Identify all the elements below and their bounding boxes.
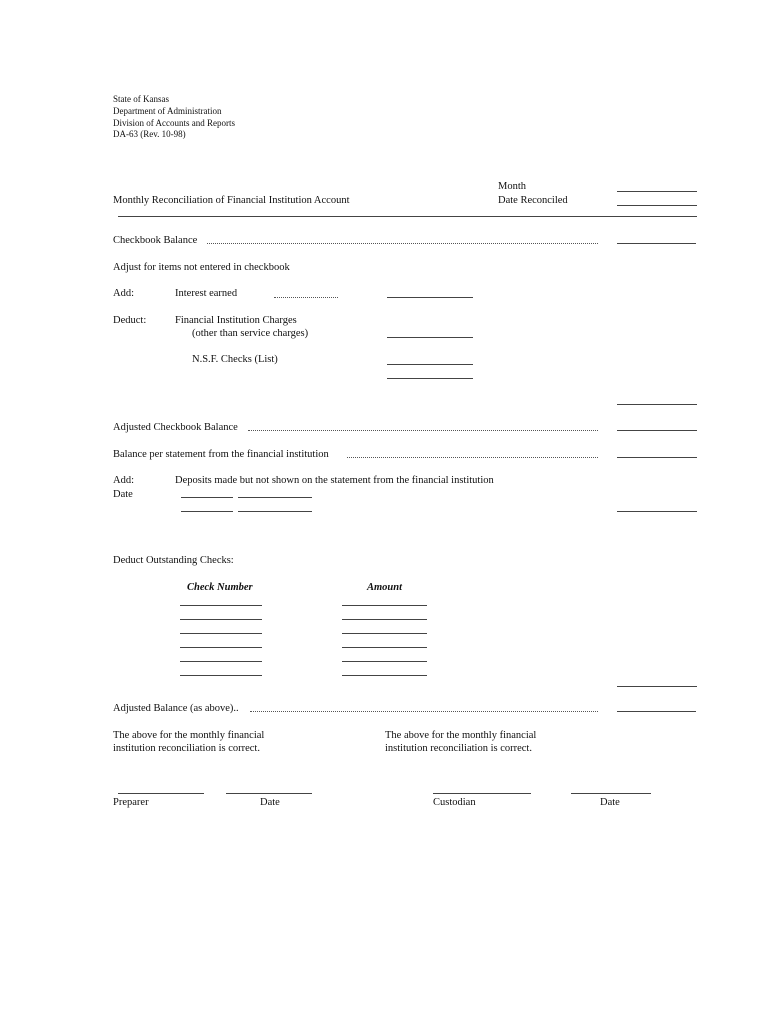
adjustments-total-field[interactable]	[617, 404, 697, 405]
adjusted-checkbook-label: Adjusted Checkbook Balance	[113, 422, 238, 433]
interest-earned-field[interactable]	[387, 297, 473, 298]
adjusted-checkbook-field[interactable]	[617, 430, 697, 431]
check-number-field-4[interactable]	[180, 647, 262, 648]
outstanding-total-field[interactable]	[617, 686, 697, 687]
fi-charges-label: Financial Institution Charges	[175, 315, 297, 326]
adjusted-checkbook-leader	[248, 430, 598, 431]
custodian-date-field[interactable]	[571, 793, 651, 794]
fi-charges-sub-label: (other than service charges)	[192, 328, 309, 339]
deposit-amount-field-1[interactable]	[238, 497, 312, 498]
cert-right-line2: institution reconciliation is correct.	[385, 743, 532, 754]
adjusted-balance-field[interactable]	[617, 711, 696, 712]
balance-statement-leader	[347, 457, 598, 458]
nsf-check-field-2[interactable]	[387, 378, 473, 379]
header-division: Division of Accounts and Reports	[113, 118, 235, 128]
balance-statement-field[interactable]	[617, 457, 697, 458]
nsf-checks-label: N.S.F. Checks (List)	[192, 354, 278, 365]
adjust-heading: Adjust for items not entered in checkbook	[113, 262, 290, 273]
checkbook-balance-label: Checkbook Balance	[113, 235, 198, 246]
custodian-date-label: Date	[600, 797, 620, 808]
interest-earned-label: Interest earned	[175, 288, 238, 299]
add-deposits-label: Add:	[113, 475, 134, 486]
preparer-label: Preparer	[113, 797, 149, 808]
check-amount-field-5[interactable]	[342, 661, 427, 662]
cert-right-line1: The above for the monthly financial	[385, 730, 537, 741]
month-field[interactable]	[617, 191, 697, 192]
header-form-number: DA-63 (Rev. 10-98)	[113, 129, 186, 139]
check-amount-field-6[interactable]	[342, 675, 427, 676]
header-state: State of Kansas	[113, 94, 169, 104]
deposit-date-field-2[interactable]	[181, 511, 233, 512]
date-reconciled-label: Date Reconciled	[498, 195, 568, 206]
header-department: Department of Administration	[113, 106, 222, 116]
interest-earned-leader	[274, 297, 338, 298]
add-label: Add:	[113, 288, 134, 299]
check-amount-field-4[interactable]	[342, 647, 427, 648]
checkbook-balance-leader	[207, 243, 598, 244]
custodian-label: Custodian	[433, 797, 476, 808]
check-amount-field-2[interactable]	[342, 619, 427, 620]
deposits-label: Deposits made but not shown on the statement from the financial institution	[175, 475, 494, 486]
fi-charges-field[interactable]	[387, 337, 473, 338]
cert-left-line2: institution reconciliation is correct.	[113, 743, 260, 754]
deposit-amount-field-2[interactable]	[238, 511, 312, 512]
deposit-date-field-1[interactable]	[181, 497, 233, 498]
deduct-outstanding-label: Deduct Outstanding Checks:	[113, 555, 234, 566]
amount-header: Amount	[367, 582, 403, 593]
check-number-header: Check Number	[187, 582, 253, 593]
preparer-date-field[interactable]	[226, 793, 312, 794]
check-amount-field-3[interactable]	[342, 633, 427, 634]
cert-left-line1: The above for the monthly financial	[113, 730, 265, 741]
custodian-signature-field[interactable]	[433, 793, 531, 794]
preparer-date-label: Date	[260, 797, 280, 808]
deduct-label: Deduct:	[113, 315, 147, 326]
preparer-signature-field[interactable]	[118, 793, 204, 794]
checkbook-balance-field[interactable]	[617, 243, 696, 244]
deposits-date-label: Date	[113, 489, 133, 500]
check-number-field-5[interactable]	[180, 661, 262, 662]
adjusted-balance-leader	[250, 711, 598, 712]
balance-statement-label: Balance per statement from the financial institution	[113, 449, 329, 460]
month-label: Month	[498, 181, 527, 192]
check-number-field-6[interactable]	[180, 675, 262, 676]
check-amount-field-1[interactable]	[342, 605, 427, 606]
check-number-field-1[interactable]	[180, 605, 262, 606]
check-number-field-3[interactable]	[180, 633, 262, 634]
deposits-total-field[interactable]	[617, 511, 697, 512]
date-reconciled-field[interactable]	[617, 205, 697, 206]
title-divider	[118, 216, 697, 217]
adjusted-balance-label: Adjusted Balance (as above)..	[113, 703, 239, 714]
nsf-check-field-1[interactable]	[387, 364, 473, 365]
check-number-field-2[interactable]	[180, 619, 262, 620]
page-title: Monthly Reconciliation of Financial Institution Account	[113, 195, 350, 206]
